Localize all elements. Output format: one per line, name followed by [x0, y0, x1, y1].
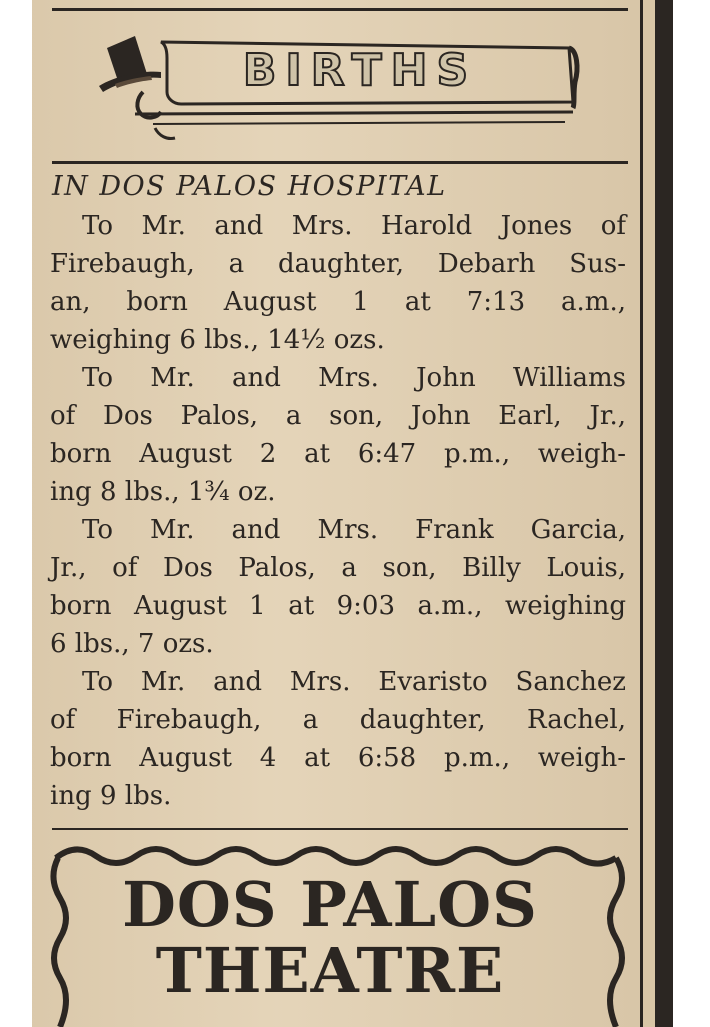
announcement [50, 663, 626, 815]
announcement-line: Jr., of Dos Palos, a son, Billy Louis, [50, 553, 626, 583]
announcement-line: of Dos Palos, a son, John Earl, Jr., [50, 401, 626, 431]
announcement-line: ing 8 lbs., 1¾ oz. [50, 477, 276, 507]
announcement-line: To Mr. and Mrs. Evaristo Sanchez [82, 667, 626, 697]
announcement-line: born August 4 at 6:58 p.m., weigh- [50, 743, 626, 773]
theatre-ad-title [60, 868, 600, 1007]
clipping-edge [655, 0, 673, 1027]
announcement-line: To Mr. and Mrs. John Williams [82, 363, 626, 393]
section-rule [52, 161, 628, 164]
announcement-line: 6 lbs., 7 ozs. [50, 629, 214, 659]
theatre-ad-line: DOS PALOS [122, 868, 538, 941]
top-rule [52, 8, 628, 11]
adjacent-column-strip [643, 0, 655, 1027]
bottom-rule [52, 828, 628, 830]
announcement-line: of Firebaugh, a daughter, Rachel, [50, 705, 626, 735]
announcement-line: To Mr. and Mrs. Frank Garcia, [82, 515, 626, 545]
announcement-line: born August 2 at 6:47 p.m., weigh- [50, 439, 626, 469]
theatre-ad-line: THEATRE [155, 934, 505, 1007]
announcement-line: To Mr. and Mrs. Harold Jones of [82, 211, 626, 241]
announcement-line: ing 9 lbs. [50, 781, 172, 811]
announcement-line: weighing 6 lbs., 14½ ozs. [50, 325, 385, 355]
announcement-line: Firebaugh, a daughter, Debarh Sus- [50, 249, 626, 279]
hospital-subheading: IN DOS PALOS HOSPITAL [52, 171, 447, 202]
births-heading: BIRTHS [242, 45, 478, 96]
announcement-line: an, born August 1 at 7:13 a.m., [50, 287, 626, 317]
announcement [50, 359, 626, 511]
announcement [50, 511, 626, 663]
birth-announcements [50, 207, 626, 815]
announcement-line: born August 1 at 9:03 a.m., weighing [50, 591, 626, 621]
announcement [50, 207, 626, 359]
